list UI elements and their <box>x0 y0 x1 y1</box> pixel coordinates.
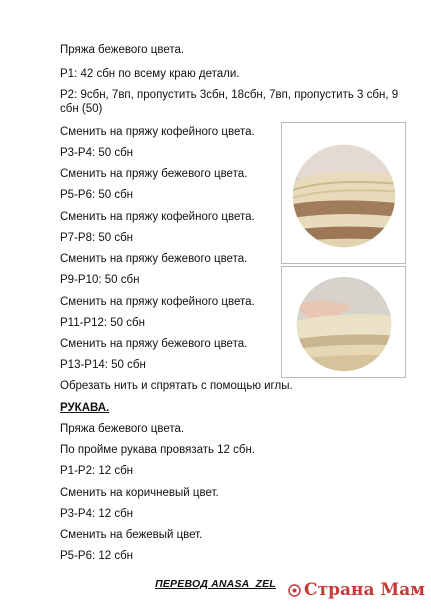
text-line-11: Р9-Р10: 50 сбн <box>60 274 140 286</box>
text-line-12: Сменить на пряжу кофейного цвета. <box>60 296 255 308</box>
text-line-8: Сменить на пряжу кофейного цвета. <box>60 211 255 223</box>
text-line-10: Сменить на пряжу бежевого цвета. <box>60 253 248 265</box>
text-line-19: По пройме рукава провязать 12 сбн. <box>60 444 256 456</box>
text-line-6: Сменить на пряжу бежевого цвета. <box>60 168 248 180</box>
text-line-2: Р1: 42 сбн по всему краю детали. <box>60 68 240 80</box>
text-line-20: Р1-Р2: 12 сбн <box>60 465 134 477</box>
text-line-14: Сменить на пряжу бежевого цвета. <box>60 338 248 350</box>
text-line-5: Р3-Р4: 50 сбн <box>60 147 134 159</box>
text-line-9: Р7-Р8: 50 сбн <box>60 232 134 244</box>
text-line-16: Обрезать нить и спрятать с помощью иглы. <box>60 380 293 392</box>
watermark-text: Страна Мам <box>304 580 425 600</box>
photo-knitted-stripes <box>281 122 406 264</box>
text-line-15: Р13-Р14: 50 сбн <box>60 359 146 371</box>
text-line-24: Р5-Р6: 12 сбн <box>60 550 134 562</box>
text-line-3: Р2: 9сбн, 7вп, пропустить 3сбн, 18сбн, 7вп, пропустить 3 сбн, 9 сбн (50) <box>60 89 399 115</box>
photo-knitted-in-hand <box>281 266 406 378</box>
site-watermark <box>288 580 425 600</box>
text-line-7: Р5-Р6: 50 сбн <box>60 189 134 201</box>
text-line-4: Сменить на пряжу кофейного цвета. <box>60 126 255 138</box>
section-heading-sleeves: РУКАВА. <box>60 402 110 414</box>
text-line-23: Сменить на бежевый цвет. <box>60 529 203 541</box>
text-line-21: Сменить на коричневый цвет. <box>60 487 219 499</box>
text-line-18: Пряжа бежевого цвета. <box>60 423 185 435</box>
text-line-22: Р3-Р4: 12 сбн <box>60 508 134 520</box>
text-line-13: Р11-Р12: 50 сбн <box>60 317 145 329</box>
translation-credit: ПЕРЕВОД ANASA_ZEL <box>155 578 276 590</box>
text-line-1: Пряжа бежевого цвета. <box>60 44 185 56</box>
watermark-logo-icon <box>288 584 301 597</box>
